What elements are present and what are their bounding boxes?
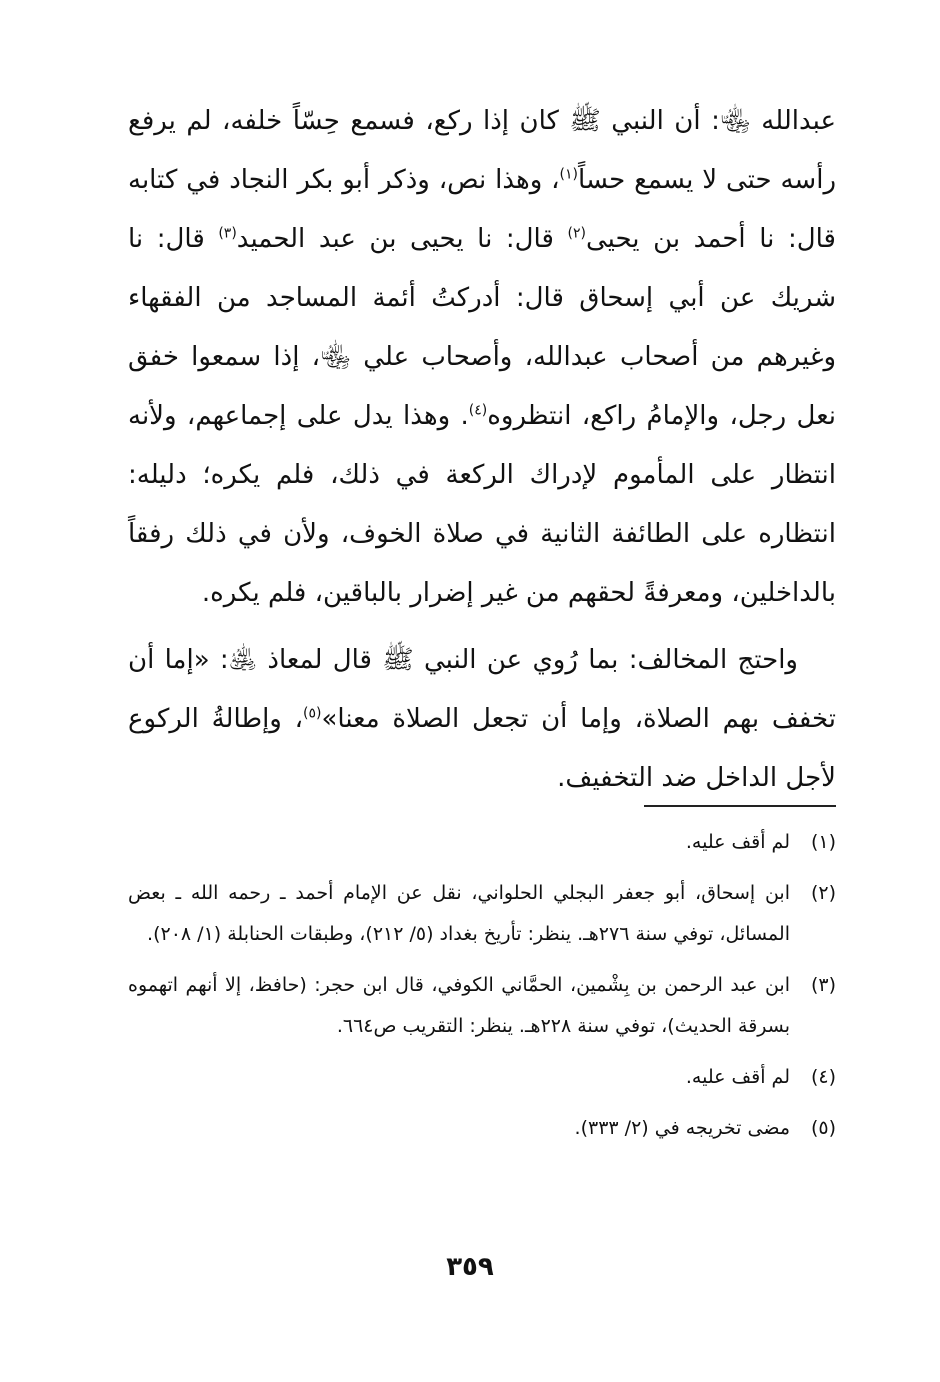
text-run: عبدالله ﵄: أن النبي ﷺ كان إذا ركع، فسمع حِسّاً خلفه، لم يرفع رأسه حتى لا يسمع حساً [128,106,836,195]
paragraph-1 [128,92,836,623]
footnote-text: مضى تخريجه في (٢/ ٣٣٣). [574,1117,790,1139]
footnotes [128,822,836,1159]
footnote-ref-1[interactable]: (١) [559,166,579,183]
text-run: قال: نا شريك عن أبي إسحاق قال: أدركتُ أئمة المساجد من الفقهاء وغيرهم من أصحاب عبدالله، وأصحاب علي ﵄، إذا سمعوا خفق نعل رجل، والإمامُ راكع، انتظروه [128,224,836,431]
footnote-number: (٤) [810,1066,836,1088]
footnote-number: (٥) [810,1117,836,1139]
footnote-4 [128,1057,836,1098]
text-run: . وهذا يدل على إجماعهم، ولأنه انتظار على المأموم لإدراك الركعة في ذلك، فلم يكره؛ دليله: انتظاره على الطائفة الثانية في صلاة الخوف، ولأن في ذلك رفقاً بالداخلين، ومعرفةً لحقهم من غير إضرار بالباقين، فلم يكره. [128,401,836,608]
footnote-2 [128,873,836,955]
page-number: ٣٥٩ [446,1252,494,1282]
footnote-text: ابن عبد الرحمن بن بِشْمين، الحمَّاني الكوفي، قال ابن حجر: (حافظ، إلا أنهم اتهموه بسرقة الحديث)، توفي سنة ٢٢٨هـ. ينظر: التقريب ص٦٦٤. [128,974,790,1037]
footnote-ref-4[interactable]: (٤) [468,402,488,419]
text-run: واحتج المخالف: بما رُوي عن النبي ﷺ قال لمعاذ ﵁: «إما أن تخفف بهم الصلاة، وإما أن تجعل الصلاة معنا» [128,645,836,734]
main-text [128,92,836,808]
text-run: قال: نا يحيى بن عبد الحميد [236,224,568,254]
footnote-3 [128,965,836,1047]
footnote-ref-2[interactable]: (٢) [567,225,586,242]
footnote-ref-3[interactable]: (٣) [218,225,237,242]
paragraph-2 [128,631,836,808]
footnote-divider [644,805,836,807]
footnote-number: (١) [810,831,836,853]
footnote-1 [128,822,836,863]
footnote-text: ابن إسحاق، أبو جعفر البجلي الحلواني، نقل عن الإمام أحمد ـ رحمه الله ـ بعض المسائل، توفي سنة ٢٧٦هـ. ينظر: تأريخ بغداد (٥/ ٢١٢)، وطبقات الحنابلة (١/ ٢٠٨). [128,882,790,945]
text-run: ، وإطالةُ الركوع لأجل الداخل ضد التخفيف. [128,704,836,793]
text-run: ، وهذا نص، وذكر أبو بكر النجاد في كتابه قال: نا أحمد بن يحيى [128,165,836,254]
footnote-text: لم أقف عليه. [685,1066,790,1088]
footnote-text: لم أقف عليه. [685,831,790,853]
footnote-number: (٣) [810,974,836,996]
footnote-ref-5[interactable]: (٥) [303,705,322,722]
footnote-5 [128,1108,836,1149]
footnote-number: (٢) [810,882,836,904]
